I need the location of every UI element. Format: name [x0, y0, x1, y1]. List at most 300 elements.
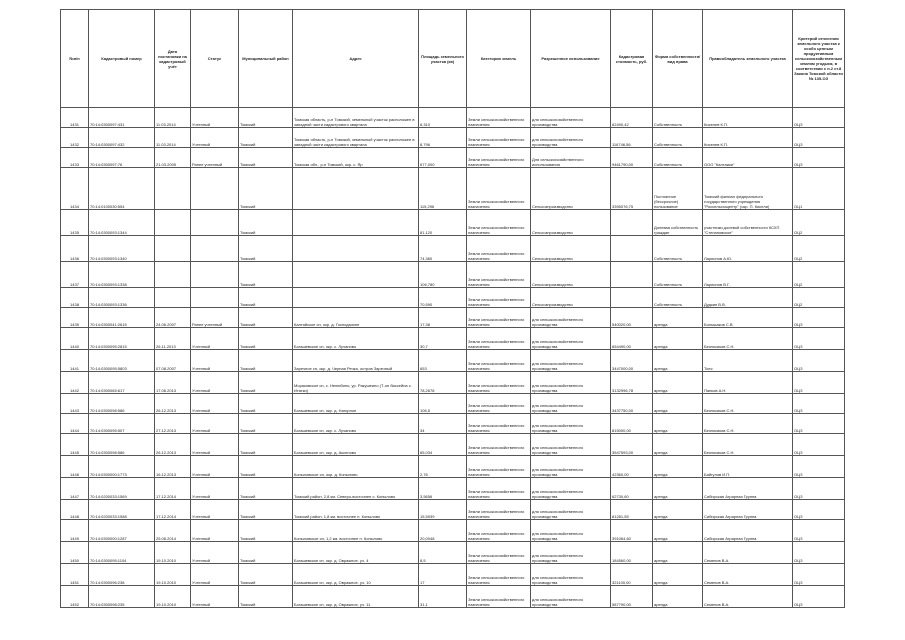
cell-land-category: Земли сельскохозяйственного назначения — [467, 148, 531, 168]
cell-owner: Семенов В.А. — [703, 586, 793, 608]
cell-ownership-form: аренда — [653, 434, 703, 456]
cell-address: Богашевское сп, окр. с. Лучаново — [293, 414, 419, 434]
cell-registration-date: 26.12.2013 — [155, 434, 191, 456]
cell-registration-date — [155, 210, 191, 236]
header-cell-permitted-use: Разрешенное использование — [531, 10, 611, 108]
cell-district: Томский — [239, 288, 293, 308]
cell-area: 2,76 — [419, 456, 467, 478]
cell-permitted-use: для сельскохозяйственного производства — [531, 308, 611, 328]
cell-permitted-use: Сельхозпроизводство — [531, 210, 611, 236]
cell-address: Моряковское сп, с. Нелюбино, ур. Ракушеино (Т-он бассейна с. Итатки) — [293, 372, 419, 394]
cell-status — [191, 168, 239, 210]
cell-owner: Киселев К.П. — [703, 128, 793, 148]
cell-address — [293, 262, 419, 288]
cell-land-category: Земли сельскохозяйственного назначения — [467, 542, 531, 564]
cell-permitted-use: для сельскохозяйственного производства — [531, 586, 611, 608]
cell-address — [293, 288, 419, 308]
cell-district: Томский — [239, 148, 293, 168]
cell-land-category: Земли сельскохозяйственного назначения — [467, 564, 531, 586]
cell-land-category: Земли сельскохозяйственного назначения — [467, 328, 531, 350]
header-cell-registration-date: Дата постановки на кадастровый учёт — [155, 10, 191, 108]
header-cell-land-category: Категория земель — [467, 10, 531, 108]
cell-criterion: ОЦЗ — [793, 108, 845, 128]
table-row — [61, 414, 845, 434]
cell-cadastral-number: 70:14:0300095:507 — [89, 414, 155, 434]
cell-cadastral-cost: 3395076,75 — [611, 168, 653, 210]
header-cell-cadastral-number: Кадастровый номер — [89, 10, 155, 108]
cell-number: 1438 — [61, 288, 89, 308]
table-row — [61, 108, 845, 128]
cell-status: Учтенный — [191, 586, 239, 608]
cell-ownership-form: Собственность — [653, 262, 703, 288]
cell-criterion: ОЦЗ — [793, 478, 845, 500]
cell-number: 1447 — [61, 478, 89, 500]
cell-criterion: ОЦ2 — [793, 288, 845, 308]
cell-status: Ранее учтенный — [191, 308, 239, 328]
table-row — [61, 564, 845, 586]
cell-land-category: Земли сельскохозяйственного назначения — [467, 456, 531, 478]
cell-owner: Сибирская Аграрная Группа — [703, 520, 793, 542]
cell-address: Богашевское сп, окр. д. Аксеново — [293, 434, 419, 456]
cell-status: Учтенный — [191, 478, 239, 500]
cell-area: 70,590 — [419, 288, 467, 308]
cell-status: Учтенный — [191, 456, 239, 478]
cell-area: 74,360 — [419, 236, 467, 262]
cell-cadastral-number: 70:14:0300095:1104 — [89, 542, 155, 564]
cell-land-category: Земли сельскохозяйственного назначения — [467, 586, 531, 608]
cell-ownership-form: аренда — [653, 564, 703, 586]
cell-ownership-form: Собственность — [653, 148, 703, 168]
cell-number: 1441 — [61, 350, 89, 372]
cell-ownership-form: аренда — [653, 414, 703, 434]
cell-cadastral-number: 70:14:0300098:235 — [89, 586, 155, 608]
cell-status: Учтенный — [191, 564, 239, 586]
cell-permitted-use: для сельскохозяйственного производства — [531, 434, 611, 456]
cell-cadastral-number: 70:14:0300093:1338 — [89, 262, 155, 288]
cell-land-category: Земли сельскохозяйственного назначения — [467, 350, 531, 372]
cell-owner: Семенов В.А. — [703, 564, 793, 586]
cell-cadastral-cost: 3547593,00 — [611, 434, 653, 456]
cell-address: Копыловское сп, 1,2 км. восточнее п. Копылово — [293, 520, 419, 542]
table-row — [61, 542, 845, 564]
cell-district: Томский — [239, 456, 293, 478]
cell-land-category: Земли сельскохозяйственного назначения — [467, 262, 531, 288]
cell-cadastral-cost: 62490,42 — [611, 108, 653, 128]
cell-cadastral-number: 70:14:0300041:2615 — [89, 308, 155, 328]
cell-registration-date: 17.12.2014 — [155, 500, 191, 520]
cell-permitted-use: Для сельскохозяйственного использования — [531, 148, 611, 168]
cell-permitted-use: для сельскохозяйственного производства — [531, 564, 611, 586]
table-row — [61, 586, 845, 608]
header-cell-criterion: Критерий отнесения земельного участка к особо ценным продуктивным сельскохозяйственным землям угодьям, в соответствии с п.2 ст.8 Закона Томской области № 135-ОЗ — [793, 10, 845, 108]
cell-address: Томская обл., р-н Томский, окр. с. Яр — [293, 148, 419, 168]
cell-district: Томский — [239, 210, 293, 236]
table-row — [61, 456, 845, 478]
table-row — [61, 520, 845, 542]
cell-cadastral-number: 70:14:0300093:1344 — [89, 210, 155, 236]
cell-permitted-use: Сельхозпроизводство — [531, 168, 611, 210]
cell-district: Томский — [239, 414, 293, 434]
cell-address: Заречное сп, окр. д. Черная Речка, остров Заречный — [293, 350, 419, 372]
cell-registration-date: 27.12.2013 — [155, 414, 191, 434]
cell-status: Учтенный — [191, 108, 239, 128]
cell-address: Богашевское сп, окр. д. Овражное, уч. 11 — [293, 586, 419, 608]
cell-ownership-form: Долевая собственность граждан — [653, 210, 703, 236]
cell-criterion: ОЦЗ — [793, 586, 845, 608]
cell-registration-date: 21.03.2005 — [155, 148, 191, 168]
cell-cadastral-cost: 321100,00 — [611, 564, 653, 586]
cell-owner: Безносиков С.Н. — [703, 414, 793, 434]
cell-land-category: Земли сельскохозяйственного назначения — [467, 372, 531, 394]
cell-registration-date: 17.06.2013 — [155, 372, 191, 394]
cell-permitted-use: для сельскохозяйственного производства — [531, 456, 611, 478]
cell-land-category: Земли сельскохозяйственного назначения — [467, 128, 531, 148]
cell-registration-date: 16.12.2013 — [155, 456, 191, 478]
table-row — [61, 288, 845, 308]
cell-cadastral-cost: 587790,00 — [611, 586, 653, 608]
cell-district: Томский — [239, 586, 293, 608]
cell-cadastral-cost: 184560,00 — [611, 542, 653, 564]
cell-registration-date — [155, 288, 191, 308]
cell-cadastral-number: 70:14:0100030:554 — [89, 168, 155, 210]
cell-cadastral-cost: 116746,56 — [611, 128, 653, 148]
header-cell-district: Муниципальный район — [239, 10, 293, 108]
cell-registration-date — [155, 236, 191, 262]
cell-ownership-form: аренда — [653, 586, 703, 608]
cell-status: Учтенный — [191, 394, 239, 414]
cell-land-category: Земли сельскохозяйственного назначения — [467, 308, 531, 328]
cell-permitted-use: для сельскохозяйственного производства — [531, 372, 611, 394]
cell-address: Томская область, р-н Томский, земельный участок расположен в западной части кадастрового квартала — [293, 128, 419, 148]
cell-cadastral-cost — [611, 236, 653, 262]
cell-area: 8,796 — [419, 128, 467, 148]
cell-area: 106,5 — [419, 394, 467, 414]
table-row — [61, 434, 845, 456]
cell-number: 1436 — [61, 236, 89, 262]
cell-area: 3,5656 — [419, 478, 467, 500]
cell-owner: Киселев К.П. — [703, 108, 793, 128]
cell-cadastral-cost: 3132996,78 — [611, 372, 653, 394]
cell-land-category: Земли сельскохозяйственного назначения — [467, 414, 531, 434]
cell-permitted-use: для сельскохозяйственного производства — [531, 520, 611, 542]
cell-land-category: Земли сельскохозяйственного назначения — [467, 394, 531, 414]
cell-status — [191, 288, 239, 308]
cell-criterion: ОЦЗ — [793, 564, 845, 586]
cell-ownership-form: аренда — [653, 328, 703, 350]
cell-land-category: Земли сельскохозяйственного назначения — [467, 210, 531, 236]
cell-cadastral-number: 70:14:0200033:1588 — [89, 500, 155, 520]
cell-area: 17,38 — [419, 308, 467, 328]
cell-registration-date: 11.03.2014 — [155, 108, 191, 128]
cell-status — [191, 236, 239, 262]
cell-cadastral-number: 70:14:0200033:1569 — [89, 478, 155, 500]
cell-ownership-form: аренда — [653, 542, 703, 564]
cell-criterion: ОЦЗ — [793, 456, 845, 478]
cell-cadastral-cost — [611, 262, 653, 288]
cell-cadastral-number: 70:14:0300000:1287 — [89, 520, 155, 542]
header-cell-owner: Правообладатель земельного участка — [703, 10, 793, 108]
cell-number: 1437 — [61, 262, 89, 288]
table-row — [61, 148, 845, 168]
header-cell-cadastral-cost: Кадастровая стоимость, руб. — [611, 10, 653, 108]
cell-owner: Тоес — [703, 350, 793, 372]
table-row — [61, 500, 845, 520]
cell-criterion: ОЦ2 — [793, 262, 845, 288]
cell-registration-date: 07.08.2007 — [155, 350, 191, 372]
cell-number: 1443 — [61, 394, 89, 414]
cell-number: 1445 — [61, 434, 89, 456]
cell-ownership-form: аренда — [653, 350, 703, 372]
cell-owner: ООО "Калтаики" — [703, 148, 793, 168]
cell-number: 1444 — [61, 414, 89, 434]
cell-district: Томский — [239, 350, 293, 372]
header-cell-number: №п/п — [61, 10, 89, 108]
cell-criterion: ОЦЗ — [793, 148, 845, 168]
cell-district: Томский — [239, 262, 293, 288]
cell-number: 1448 — [61, 500, 89, 520]
cell-ownership-form: Собственность — [653, 288, 703, 308]
cell-address: Богашевское сп, окр. д. Нагорное — [293, 394, 419, 414]
cell-area: 30,7 — [419, 328, 467, 350]
cell-cadastral-number: 70:14:0300097:432 — [89, 128, 155, 148]
cell-area: 106,780 — [419, 262, 467, 288]
cell-number: 1449 — [61, 520, 89, 542]
cell-criterion: ОЦЗ — [793, 520, 845, 542]
cell-ownership-form: Собственность — [653, 236, 703, 262]
cell-area: 81,120 — [419, 210, 467, 236]
cell-criterion: ОЦЗ — [793, 308, 845, 328]
cell-status: Учтенный — [191, 128, 239, 148]
cell-cadastral-number: 70:14:0300065:617 — [89, 372, 155, 394]
cell-permitted-use: Сельхозпроизводство — [531, 236, 611, 262]
cell-district: Томский — [239, 236, 293, 262]
cell-ownership-form: аренда — [653, 520, 703, 542]
table-row — [61, 328, 845, 350]
cell-status: Учтенный — [191, 542, 239, 564]
header-cell-ownership-form: Форма собственности/вид права — [653, 10, 703, 108]
cell-cadastral-cost: 62730,60 — [611, 478, 653, 500]
cell-number: 1432 — [61, 128, 89, 148]
cell-registration-date: 26.12.2013 — [155, 394, 191, 414]
cell-registration-date: 19.10.2010 — [155, 542, 191, 564]
cell-permitted-use: для сельскохозяйственного производства — [531, 394, 611, 414]
cell-permitted-use: для сельскохозяйственного производства — [531, 542, 611, 564]
cell-cadastral-number: 70:14:0300095:2815 — [89, 328, 155, 350]
cell-area: 65,034 — [419, 434, 467, 456]
cell-area: 115,296 — [419, 168, 467, 210]
cell-owner: Томский филиал федерального государственного учреждения "Россельхозцентр" (окр. П. Кисели) — [703, 168, 793, 210]
cell-cadastral-cost: 9461790,00 — [611, 148, 653, 168]
cell-land-category: Земли сельскохозяйственного назначения — [467, 168, 531, 210]
table-row — [61, 262, 845, 288]
cell-area: 8,5 — [419, 542, 467, 564]
cell-district: Томский — [239, 520, 293, 542]
cell-district: Томский — [239, 564, 293, 586]
header-cell-area: Площадь земельного участка (кв) — [419, 10, 467, 108]
cell-criterion: ОЦЗ — [793, 128, 845, 148]
cell-status: Учтенный — [191, 414, 239, 434]
cell-address — [293, 236, 419, 262]
cell-owner: Сибирская Аграрная Группа — [703, 500, 793, 520]
table-row — [61, 394, 845, 414]
cell-district: Томский — [239, 394, 293, 414]
cell-permitted-use: для сельскохозяйственного производства — [531, 128, 611, 148]
cell-district: Томский — [239, 542, 293, 564]
cell-ownership-form: Собственность — [653, 128, 703, 148]
cell-ownership-form: аренда — [653, 308, 703, 328]
cell-district: Томский — [239, 500, 293, 520]
table-row — [61, 308, 845, 328]
table-row — [61, 350, 845, 372]
cell-registration-date: 26.11.2013 — [155, 328, 191, 350]
cell-criterion: ОЦЗ — [793, 414, 845, 434]
cell-number: 1435 — [61, 210, 89, 236]
cell-number: 1451 — [61, 564, 89, 586]
cell-district: Томский — [239, 308, 293, 328]
cell-registration-date — [155, 262, 191, 288]
cell-status: Ранее учтенный — [191, 148, 239, 168]
cell-permitted-use: Сельхозпроизводство — [531, 262, 611, 288]
cell-number: 1442 — [61, 372, 89, 394]
cell-status: Учтенный — [191, 520, 239, 542]
cell-district: Томский — [239, 434, 293, 456]
cell-address — [293, 210, 419, 236]
cell-permitted-use: для сельскохозяйственного производства — [531, 478, 611, 500]
cell-owner: Семенов В.А. — [703, 542, 793, 564]
cell-criterion: ОЦ2 — [793, 236, 845, 262]
land-registry-table — [60, 9, 845, 608]
cell-criterion: ОЦ2 — [793, 210, 845, 236]
cell-registration-date: 25.08.2014 — [155, 520, 191, 542]
cell-owner: Дудкин В.В. — [703, 288, 793, 308]
cell-cadastral-number: 70:14:0300098:586 — [89, 434, 155, 456]
table-row — [61, 210, 845, 236]
cell-ownership-form: аренда — [653, 394, 703, 414]
cell-district: Томский — [239, 328, 293, 350]
cell-criterion: ОЦЗ — [793, 394, 845, 414]
cell-number: 1439 — [61, 308, 89, 328]
cell-cadastral-number: 70:14:0300098:586 — [89, 394, 155, 414]
cell-owner: Панков А.Н. — [703, 372, 793, 394]
table-row — [61, 168, 845, 210]
cell-address: Томская область, р-н Томский, земельный участок расположен в западной части кадастрового квартала — [293, 108, 419, 128]
cell-area: 20,0048 — [419, 520, 467, 542]
cell-ownership-form: Собственность — [653, 108, 703, 128]
cell-cadastral-cost: 654490,00 — [611, 328, 653, 350]
cell-number: 1450 — [61, 542, 89, 564]
cell-cadastral-number: 70:14:0300093:1340 — [89, 236, 155, 262]
cell-number: 1446 — [61, 456, 89, 478]
cell-ownership-form: Постоянное (бессрочное) пользование — [653, 168, 703, 210]
cell-cadastral-number: 70:14:0300095:5803 — [89, 350, 155, 372]
cell-registration-date: 24.06.2007 — [155, 308, 191, 328]
cell-number: 1452 — [61, 586, 89, 608]
cell-address: Копыловское сп, окр. д. Копылово — [293, 456, 419, 478]
cell-number: 1440 — [61, 328, 89, 350]
cell-status: Учтенный — [191, 350, 239, 372]
cell-area: 78,2678 — [419, 372, 467, 394]
cell-land-category: Земли сельскохозяйственного назначения — [467, 478, 531, 500]
cell-criterion: ОЦЗ — [793, 542, 845, 564]
cell-area: 653 — [419, 350, 467, 372]
header-cell-address: Адрес — [293, 10, 419, 108]
cell-land-category: Земли сельскохозяйственного назначения — [467, 288, 531, 308]
table-row — [61, 128, 845, 148]
cell-status — [191, 210, 239, 236]
cell-status — [191, 262, 239, 288]
cell-cadastral-number: 70:14:0300097:431 — [89, 108, 155, 128]
cell-criterion: ОЦЗ — [793, 328, 845, 350]
cell-owner: Безносиков С.Н. — [703, 328, 793, 350]
cell-address: Богашевское сп, окр. д. Овражное, уч. 4 — [293, 542, 419, 564]
cell-address: Томский район, 2,8 км. Северо-восточнее с. Копылово — [293, 478, 419, 500]
cell-cadastral-cost: 3437750,00 — [611, 394, 653, 414]
cell-land-category: Земли сельскохозяйственного назначения — [467, 236, 531, 262]
cell-cadastral-number: 70:14:0300096:238 — [89, 564, 155, 586]
cell-permitted-use: для сельскохозяйственного производства — [531, 350, 611, 372]
cell-land-category: Земли сельскохозяйственного назначения — [467, 434, 531, 456]
cell-cadastral-number: 70:14:0300000:1773 — [89, 456, 155, 478]
cell-owner: Безносиков С.Н. — [703, 434, 793, 456]
cell-land-category: Земли сельскохозяйственного назначения — [467, 500, 531, 520]
table-body — [61, 108, 845, 608]
cell-area: 31,1 — [419, 586, 467, 608]
cell-land-category: Земли сельскохозяйственного назначения — [467, 520, 531, 542]
cell-ownership-form: аренда — [653, 372, 703, 394]
cell-permitted-use: для сельскохозяйственного производства — [531, 414, 611, 434]
cell-permitted-use: Сельхозпроизводство — [531, 288, 611, 308]
cell-permitted-use: для сельскохозяйственного производства — [531, 328, 611, 350]
cell-address: Томский район, 1,8 км. восточнее п. Копылово — [293, 500, 419, 520]
cell-address: Калтайское сп, окр. д. Господзионе — [293, 308, 419, 328]
cell-ownership-form: аренда — [653, 478, 703, 500]
cell-cadastral-cost: 81281,55 — [611, 500, 653, 520]
cell-status: Учтенный — [191, 328, 239, 350]
cell-owner: Большаков С.В. — [703, 308, 793, 328]
table-row — [61, 478, 845, 500]
cell-number: 1433 — [61, 148, 89, 168]
cell-number: 1431 — [61, 108, 89, 128]
cell-status: Учтенный — [191, 434, 239, 456]
cell-area: 6,310 — [419, 108, 467, 128]
cell-cadastral-cost: 815000,00 — [611, 414, 653, 434]
cell-criterion: ОЦЗ — [793, 372, 845, 394]
cell-criterion: ОЦЗ — [793, 500, 845, 520]
table-row — [61, 236, 845, 262]
cell-district: Томский — [239, 478, 293, 500]
cell-area: 677,000 — [419, 148, 467, 168]
cell-registration-date: 19.10.2010 — [155, 564, 191, 586]
cell-cadastral-number: 70:14:0300093:1336 — [89, 288, 155, 308]
cell-registration-date: 17.12.2014 — [155, 478, 191, 500]
cell-address: Богашевское сп, окр. с. Лучаново — [293, 328, 419, 350]
cell-land-category: Земли сельскохозяйственного назначения — [467, 108, 531, 128]
cell-address — [293, 168, 419, 210]
cell-registration-date: 19.10.2010 — [155, 586, 191, 608]
cell-cadastral-cost — [611, 210, 653, 236]
cell-cadastral-cost: 391064,60 — [611, 520, 653, 542]
cell-status: Учтенный — [191, 372, 239, 394]
cell-owner: Сибирская Аграрная Группа — [703, 478, 793, 500]
cell-area: 34 — [419, 414, 467, 434]
cell-cadastral-number: 70:14:0300097:76 — [89, 148, 155, 168]
cell-area: 15,5939 — [419, 500, 467, 520]
cell-number: 1434 — [61, 168, 89, 210]
cell-district: Томский — [239, 108, 293, 128]
cell-owner: Безносиков С.Н. — [703, 394, 793, 414]
cell-cadastral-cost — [611, 288, 653, 308]
cell-cadastral-cost: 3447000,00 — [611, 350, 653, 372]
